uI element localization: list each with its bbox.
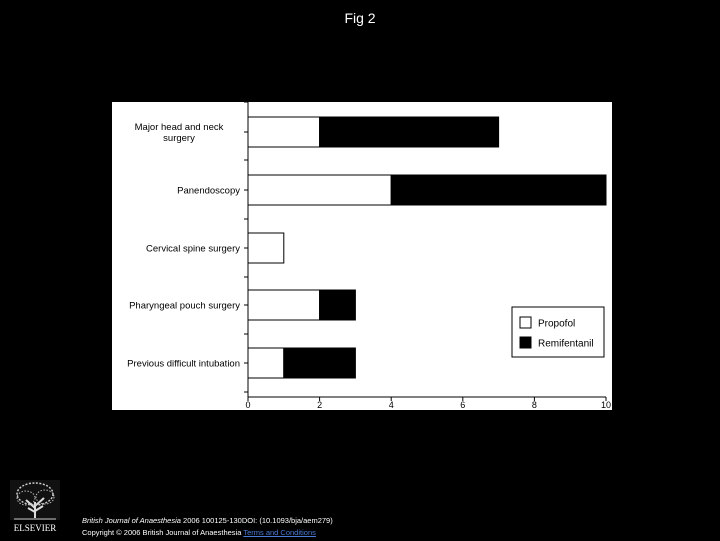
bar-remifentanil (284, 348, 356, 378)
bar-propofol (248, 348, 284, 378)
legend-box (512, 307, 604, 357)
citation-text: 2006 100125-130DOI: (10.1093/bja/aem279) (180, 516, 333, 525)
slide-title: Fig 2 (344, 10, 376, 26)
bar-propofol (248, 117, 320, 147)
chart-panel (112, 102, 612, 410)
journal-name: British Journal of Anaesthesia (82, 516, 181, 525)
category-label: Major head and neck (134, 122, 224, 133)
bar-remifentanil (391, 175, 606, 205)
bar-propofol (248, 290, 320, 320)
bar-remifentanil (320, 290, 356, 320)
category-label: Pharyngeal pouch surgery (129, 300, 240, 312)
citation-line (82, 515, 333, 527)
category-label: Panendoscopy (177, 185, 240, 197)
category-label: Previous difficult intubation (127, 358, 240, 370)
x-tick-label: 8 (531, 400, 537, 410)
citation-footer (82, 515, 333, 539)
elsevier-wordmark: ELSEVIER (13, 523, 57, 533)
x-tick-label: 10 (600, 400, 612, 410)
category-label: surgery (163, 133, 195, 144)
legend-swatch (520, 337, 531, 348)
legend-label: Propofol (538, 318, 576, 330)
legend (512, 307, 604, 357)
legend-swatch (520, 317, 531, 328)
x-tick-label: 0 (245, 400, 251, 410)
bar-propofol (248, 233, 284, 263)
x-tick-label: 4 (388, 400, 394, 410)
x-tick-label: 6 (460, 400, 466, 410)
legend-label: Remifentanil (538, 338, 594, 350)
elsevier-logo (6, 478, 64, 536)
copyright-text: Copyright © 2006 British Journal of Anaesthesia (82, 528, 242, 537)
bar-chart (112, 102, 612, 410)
elsevier-tree-icon (6, 478, 64, 536)
category-label: Cervical spine surgery (146, 243, 240, 255)
terms-link[interactable]: Terms and Conditions (243, 528, 316, 537)
x-tick-label: 2 (317, 400, 323, 410)
bar-remifentanil (320, 117, 499, 147)
copyright-line (82, 527, 333, 539)
bar-propofol (248, 175, 391, 205)
